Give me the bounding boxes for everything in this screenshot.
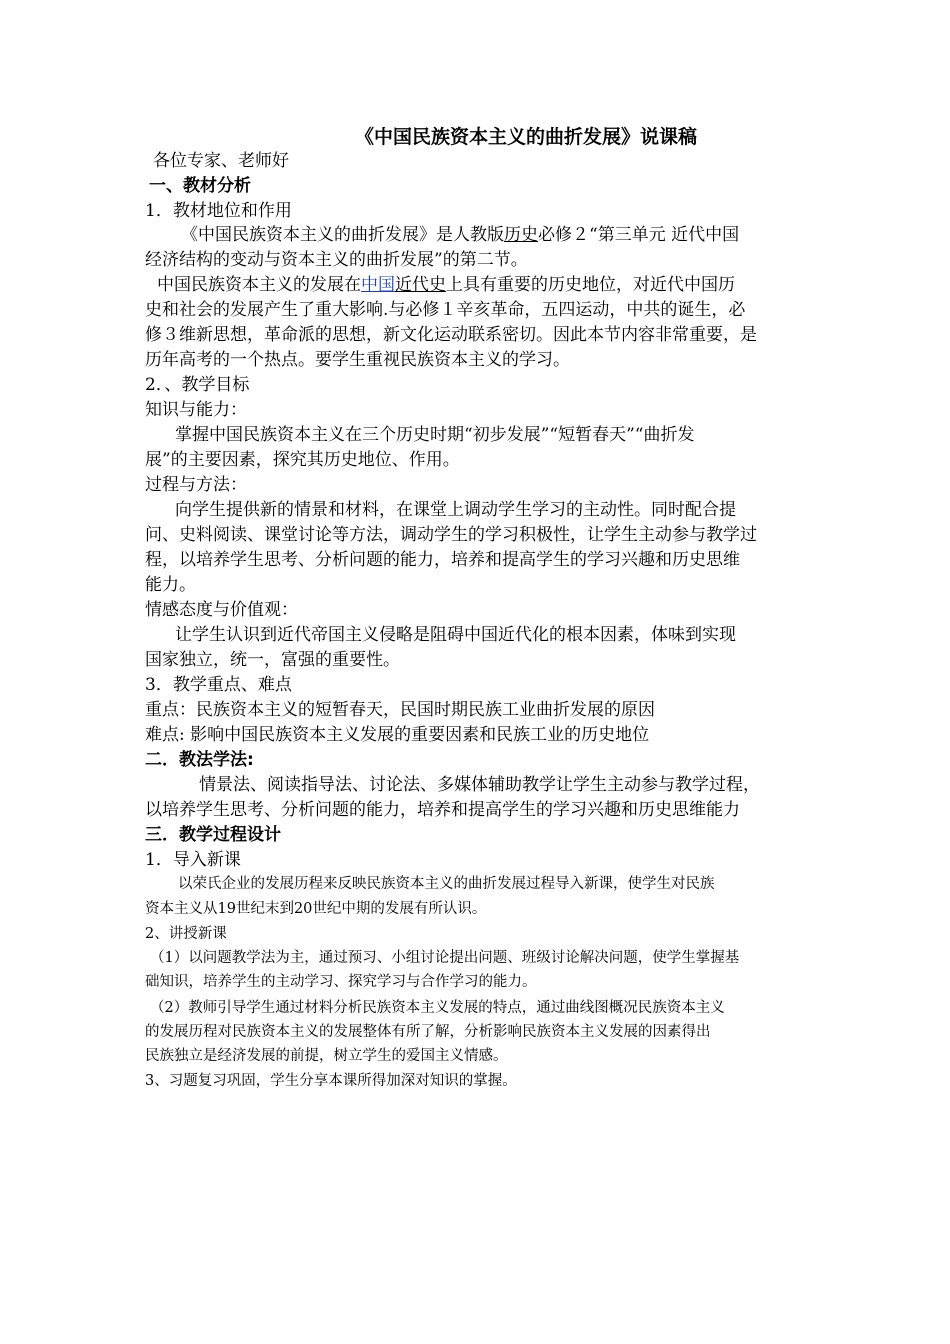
paragraph-line: （1）以问题教学法为主，通过预习、小组讨论提出问题、班级讨论解决问题，使学生掌握基: [150, 950, 740, 966]
subheading-position: 1．教材地位和作用: [145, 201, 292, 221]
section-heading-process: 三．教学过程设计: [145, 825, 281, 845]
subheading-goals: 2．、教学目标: [145, 375, 250, 395]
text-run: 中国民族资本主义的发展在: [157, 275, 361, 295]
text-run: 必修２“第三单元 近代中国: [538, 225, 740, 245]
paragraph-line: 掌握中国民族资本主义在三个历史时期“初步发展”“短暂春天”“曲折发: [175, 425, 695, 445]
paragraph-line: 让学生认识到近代帝国主义侵略是阻碍中国近代化的根本因素，体味到实现: [175, 625, 736, 645]
section-heading-methods: 二．教法学法:: [145, 750, 254, 770]
difficult-point: 难点: 影响中国民族资本主义发展的重要因素和民族工业的历史地位: [145, 725, 650, 745]
subheading-keypoints: 3．教学重点、难点: [145, 675, 292, 695]
paragraph-line: 以荣氏企业的发展历程来反映民族资本主义的曲折发展过程导入新课，使学生对民族: [178, 876, 715, 892]
text-run: 上具有重要的历史地位，对近代中国历: [446, 275, 735, 295]
paragraph-line: （2）教师引导学生通过材料分析民族资本主义发展的特点，通过曲线图概况民族资本主义: [150, 1000, 725, 1016]
paragraph-line: 向学生提供新的情景和材料，在课堂上调动学生学习的主动性。同时配合提: [175, 500, 736, 520]
label-emotion: 情感态度与价值观：: [145, 600, 298, 620]
document-title: 《中国民族资本主义的曲折发展》说课稿: [355, 126, 698, 148]
subheading-review: 3、习题复习巩固，学生分享本课所得加深对知识的掌握。: [145, 1073, 517, 1089]
label-method: 过程与方法：: [145, 475, 247, 495]
label-knowledge: 知识与能力：: [145, 400, 247, 420]
greeting: 各位专家、老师好: [153, 151, 289, 171]
key-point: 重点：民族资本主义的短暂春天，民国时期民族工业曲折发展的原因: [145, 700, 655, 720]
paragraph-line: 问、史料阅读、课堂讨论等方法，调动学生的学习积极性，让学生主动参与教学过: [145, 525, 757, 545]
paragraph-line: 情景法、阅读指导法、讨论法、多媒体辅助教学让学生主动参与教学过程，: [199, 775, 760, 795]
history-link[interactable]: 历史: [504, 225, 538, 245]
subheading-teaching: 2、讲授新课: [145, 926, 227, 942]
paragraph-line: 资本主义从19世纪末到20世纪中期的发展有所认识。: [145, 901, 487, 917]
paragraph-line: 经济结构的变动与资本主义的曲折发展”的第二节。: [145, 250, 528, 270]
paragraph-line: 程，以培养学生思考、分析问题的能力，培养和提高学生的学习兴趣和历史思维: [145, 550, 740, 570]
paragraph-line: 修３维新思想，革命派的思想，新文化运动联系密切。因此本节内容非常重要，是: [145, 325, 757, 345]
paragraph-line: 础知识，培养学生的主动学习、探究学习与合作学习的能力。: [145, 974, 537, 990]
modern-history-link[interactable]: 近代史: [395, 275, 446, 295]
text-run: 《中国民族资本主义的曲折发展》是人教版: [181, 225, 504, 245]
paragraph-line: 能力。: [145, 575, 196, 595]
china-link[interactable]: 中国: [361, 275, 395, 295]
paragraph-line: 以培养学生思考、分析问题的能力，培养和提高学生的学习兴趣和历史思维能力: [145, 800, 740, 820]
paragraph-line: [181, 223, 739, 247]
subheading-intro: 1．导入新课: [145, 850, 241, 870]
paragraph-line: 历年高考的一个热点。要学生重视民族资本主义的学习。: [145, 350, 570, 370]
section-heading-analysis: 一、教材分析: [149, 176, 251, 196]
paragraph-line: 的发展历程对民族资本主义的发展整体有所了解，分析影响民族资本主义发展的因素得出: [145, 1024, 711, 1040]
paragraph-line: 民族独立是经济发展的前提，树立学生的爱国主义情感。: [145, 1048, 508, 1064]
paragraph-line: 国家独立，统一，富强的重要性。: [145, 650, 400, 670]
paragraph-line: [157, 273, 735, 297]
paragraph-line: 史和社会的发展产生了重大影响.与必修１辛亥革命，五四运动，中共的诞生，必: [145, 300, 746, 320]
paragraph-line: 展”的主要因素，探究其历史地位、作用。: [145, 450, 460, 470]
